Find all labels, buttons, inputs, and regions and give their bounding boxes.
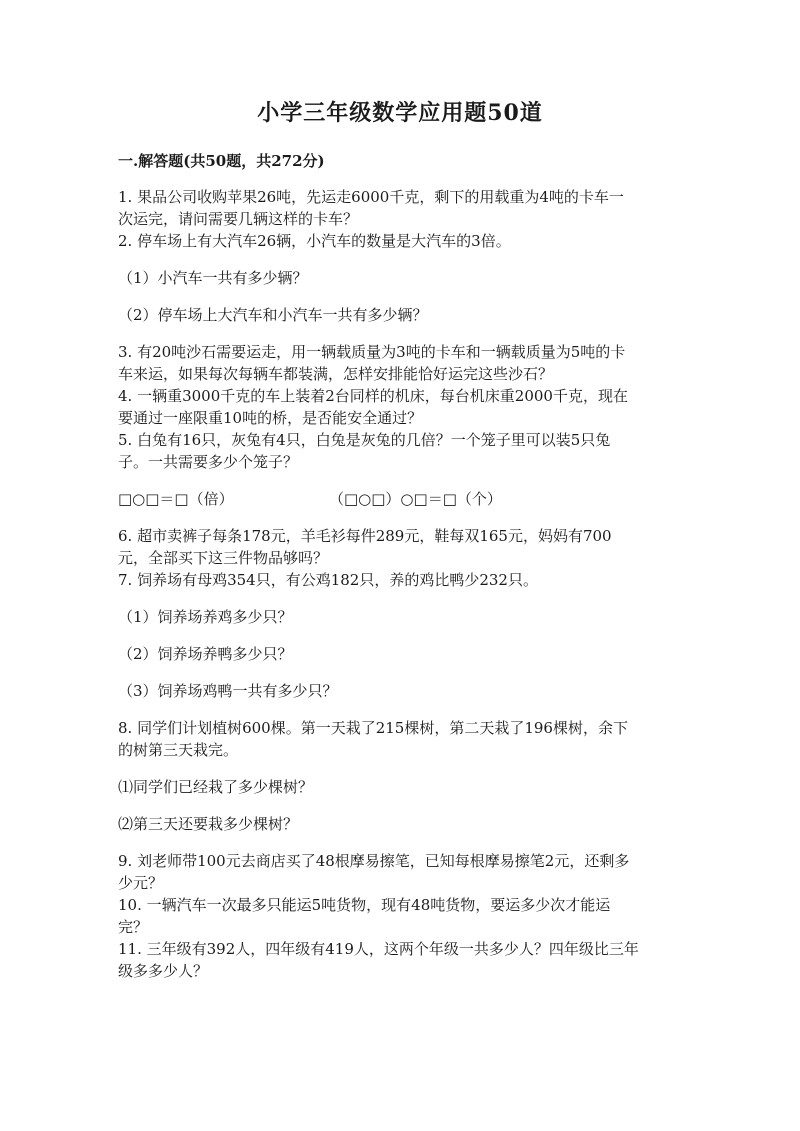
formula-times: □○□＝□（倍） bbox=[118, 490, 234, 508]
question-text-line: 10. 一辆汽车一次最多只能运5吨货物，现有48吨货物，要运多少次才能运 bbox=[118, 896, 611, 914]
question-8 bbox=[118, 717, 684, 835]
sub-question: ⑴同学们已经栽了多少棵树？ bbox=[118, 778, 314, 796]
question-text-line: 3. 有20吨沙石需要运走，用一辆载质量为3吨的卡车和一辆载质量为5吨的卡 bbox=[118, 343, 626, 361]
question-7 bbox=[118, 569, 684, 702]
question-text-line: 子。一共需要多少个笼子？ bbox=[118, 453, 299, 471]
sub-question: （1）饲养场养鸡多少只？ bbox=[118, 608, 293, 626]
sub-question: （2）饲养场养鸭多少只？ bbox=[118, 645, 293, 663]
question-text-line: 6. 超市卖裤子每条178元，羊毛衫每件289元，鞋每双165元，妈妈有700 bbox=[118, 527, 612, 545]
formula-row bbox=[118, 488, 684, 510]
sub-question: （3）饲养场鸡鸭一共有多少只？ bbox=[118, 682, 338, 700]
question-10 bbox=[118, 894, 684, 938]
question-text-line: 车来运，如果每次每辆车都装满，怎样安排能恰好运完这些沙石？ bbox=[118, 365, 554, 383]
formula-cages: （□○□）○□＝□（个） bbox=[329, 490, 502, 508]
page-title: 小学三年级数学应用题50道 bbox=[257, 100, 543, 126]
question-text-line: 7. 饲养场有母鸡354只，有公鸡182只，养的鸡比鸭少232只。 bbox=[118, 571, 538, 589]
question-text-line: 次运完，请问需要几辆这样的卡车？ bbox=[118, 210, 359, 228]
question-list bbox=[118, 186, 684, 982]
question-text-line: 完？ bbox=[118, 918, 149, 936]
question-text-line: 元，全部买下这三件物品够吗？ bbox=[118, 549, 329, 567]
question-3 bbox=[118, 341, 684, 385]
question-text-line: 的树第三天栽完。 bbox=[118, 741, 239, 759]
question-text-line: 11. 三年级有392人，四年级有419人，这两个年级一共多少人？四年级比三年 bbox=[118, 940, 639, 958]
question-4 bbox=[118, 385, 684, 429]
question-text-line: 9. 刘老师带100元去商店买了48根摩易擦笔，已知每根摩易擦笔2元，还剩多 bbox=[118, 852, 630, 870]
sub-question: （2）停车场上大汽车和小汽车一共有多少辆？ bbox=[118, 306, 428, 324]
question-9 bbox=[118, 850, 684, 894]
question-1 bbox=[118, 186, 684, 230]
question-text-line: 少元？ bbox=[118, 874, 164, 892]
question-11 bbox=[118, 938, 684, 982]
question-2 bbox=[118, 230, 684, 326]
question-5 bbox=[118, 429, 684, 510]
question-text-line: 5. 白兔有16只，灰兔有4只，白兔是灰兔的几倍？一个笼子里可以装5只兔 bbox=[118, 431, 611, 449]
sub-question: ⑵第三天还要栽多少棵树？ bbox=[118, 815, 299, 833]
question-text-line: 8. 同学们计划植树600棵。第一天栽了215棵树，第二天栽了196棵树，余下 bbox=[118, 719, 628, 737]
question-text-line: 4. 一辆重3000千克的车上装着2台同样的机床，每台机床重2000千克，现在 bbox=[118, 387, 628, 405]
question-text-line: 2. 停车场上有大汽车26辆，小汽车的数量是大汽车的3倍。 bbox=[118, 232, 511, 250]
section-heading: 一.解答题(共50题，共272分) bbox=[118, 152, 325, 170]
question-6 bbox=[118, 525, 684, 569]
sub-question: （1）小汽车一共有多少辆？ bbox=[118, 269, 308, 287]
question-text-line: 1. 果品公司收购苹果26吨，先运走6000千克，剩下的用载重为4吨的卡车一 bbox=[118, 188, 624, 206]
question-text-line: 级多多少人？ bbox=[118, 962, 209, 980]
question-text-line: 要通过一座限重10吨的桥，是否能安全通过？ bbox=[118, 409, 423, 427]
